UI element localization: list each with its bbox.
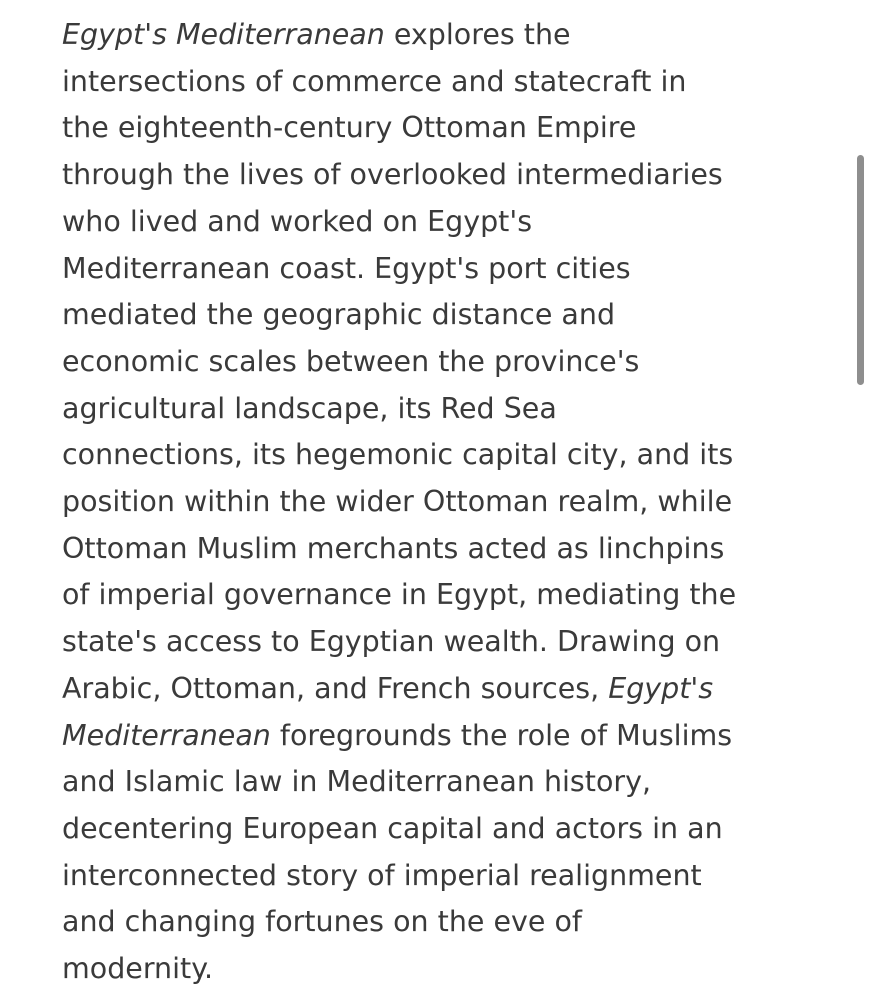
description-line-6: Mediterranean coast. Egypt's port cities [62,251,631,285]
description-line-21: modernity. [62,952,214,986]
description-line-4: through the lives of overlooked intermediaries [62,158,723,192]
description-line-13: of imperial governance in Egypt, mediating the [62,578,737,612]
vertical-scrollbar[interactable] [857,0,865,1000]
book-title-italic: Mediterranean [62,718,271,752]
description-line-2: intersections of commerce and statecraft in [62,64,687,98]
description-line-18: decentering European capital and actors in an [62,811,723,845]
description-line-9: agricultural landscape, its Red Sea [62,391,557,425]
description-line-7: mediated the geographic distance and [62,298,616,332]
description-line-14: state's access to Egyptian wealth. Drawing on [62,625,721,659]
book-description [62,12,822,993]
description-line-17: and Islamic law in Mediterranean history, [62,765,652,799]
book-title-italic: Egypt's [608,671,714,705]
description-line-5: who lived and worked on Egypt's [62,204,533,238]
description-line-8: economic scales between the province's [62,344,640,378]
description-line-20: and changing fortunes on the eve of [62,905,582,939]
description-line-16: Mediterranean foregrounds the role of Muslims [62,718,733,752]
description-line-10: connections, its hegemonic capital city, and its [62,438,734,472]
description-line-15: Arabic, Ottoman, and French sources, Egypt's [62,671,714,705]
description-line-12: Ottoman Muslim merchants acted as linchpins [62,531,725,565]
book-title-italic: Egypt's Mediterranean [62,18,385,51]
description-line-11: position within the wider Ottoman realm, while [62,485,733,519]
scrollbar-thumb[interactable] [857,155,864,385]
description-line-1: Egypt's Mediterranean explores the [62,18,571,51]
description-line-19: interconnected story of imperial realignment [62,858,702,892]
description-line-3: the eighteenth-century Ottoman Empire [62,111,637,145]
